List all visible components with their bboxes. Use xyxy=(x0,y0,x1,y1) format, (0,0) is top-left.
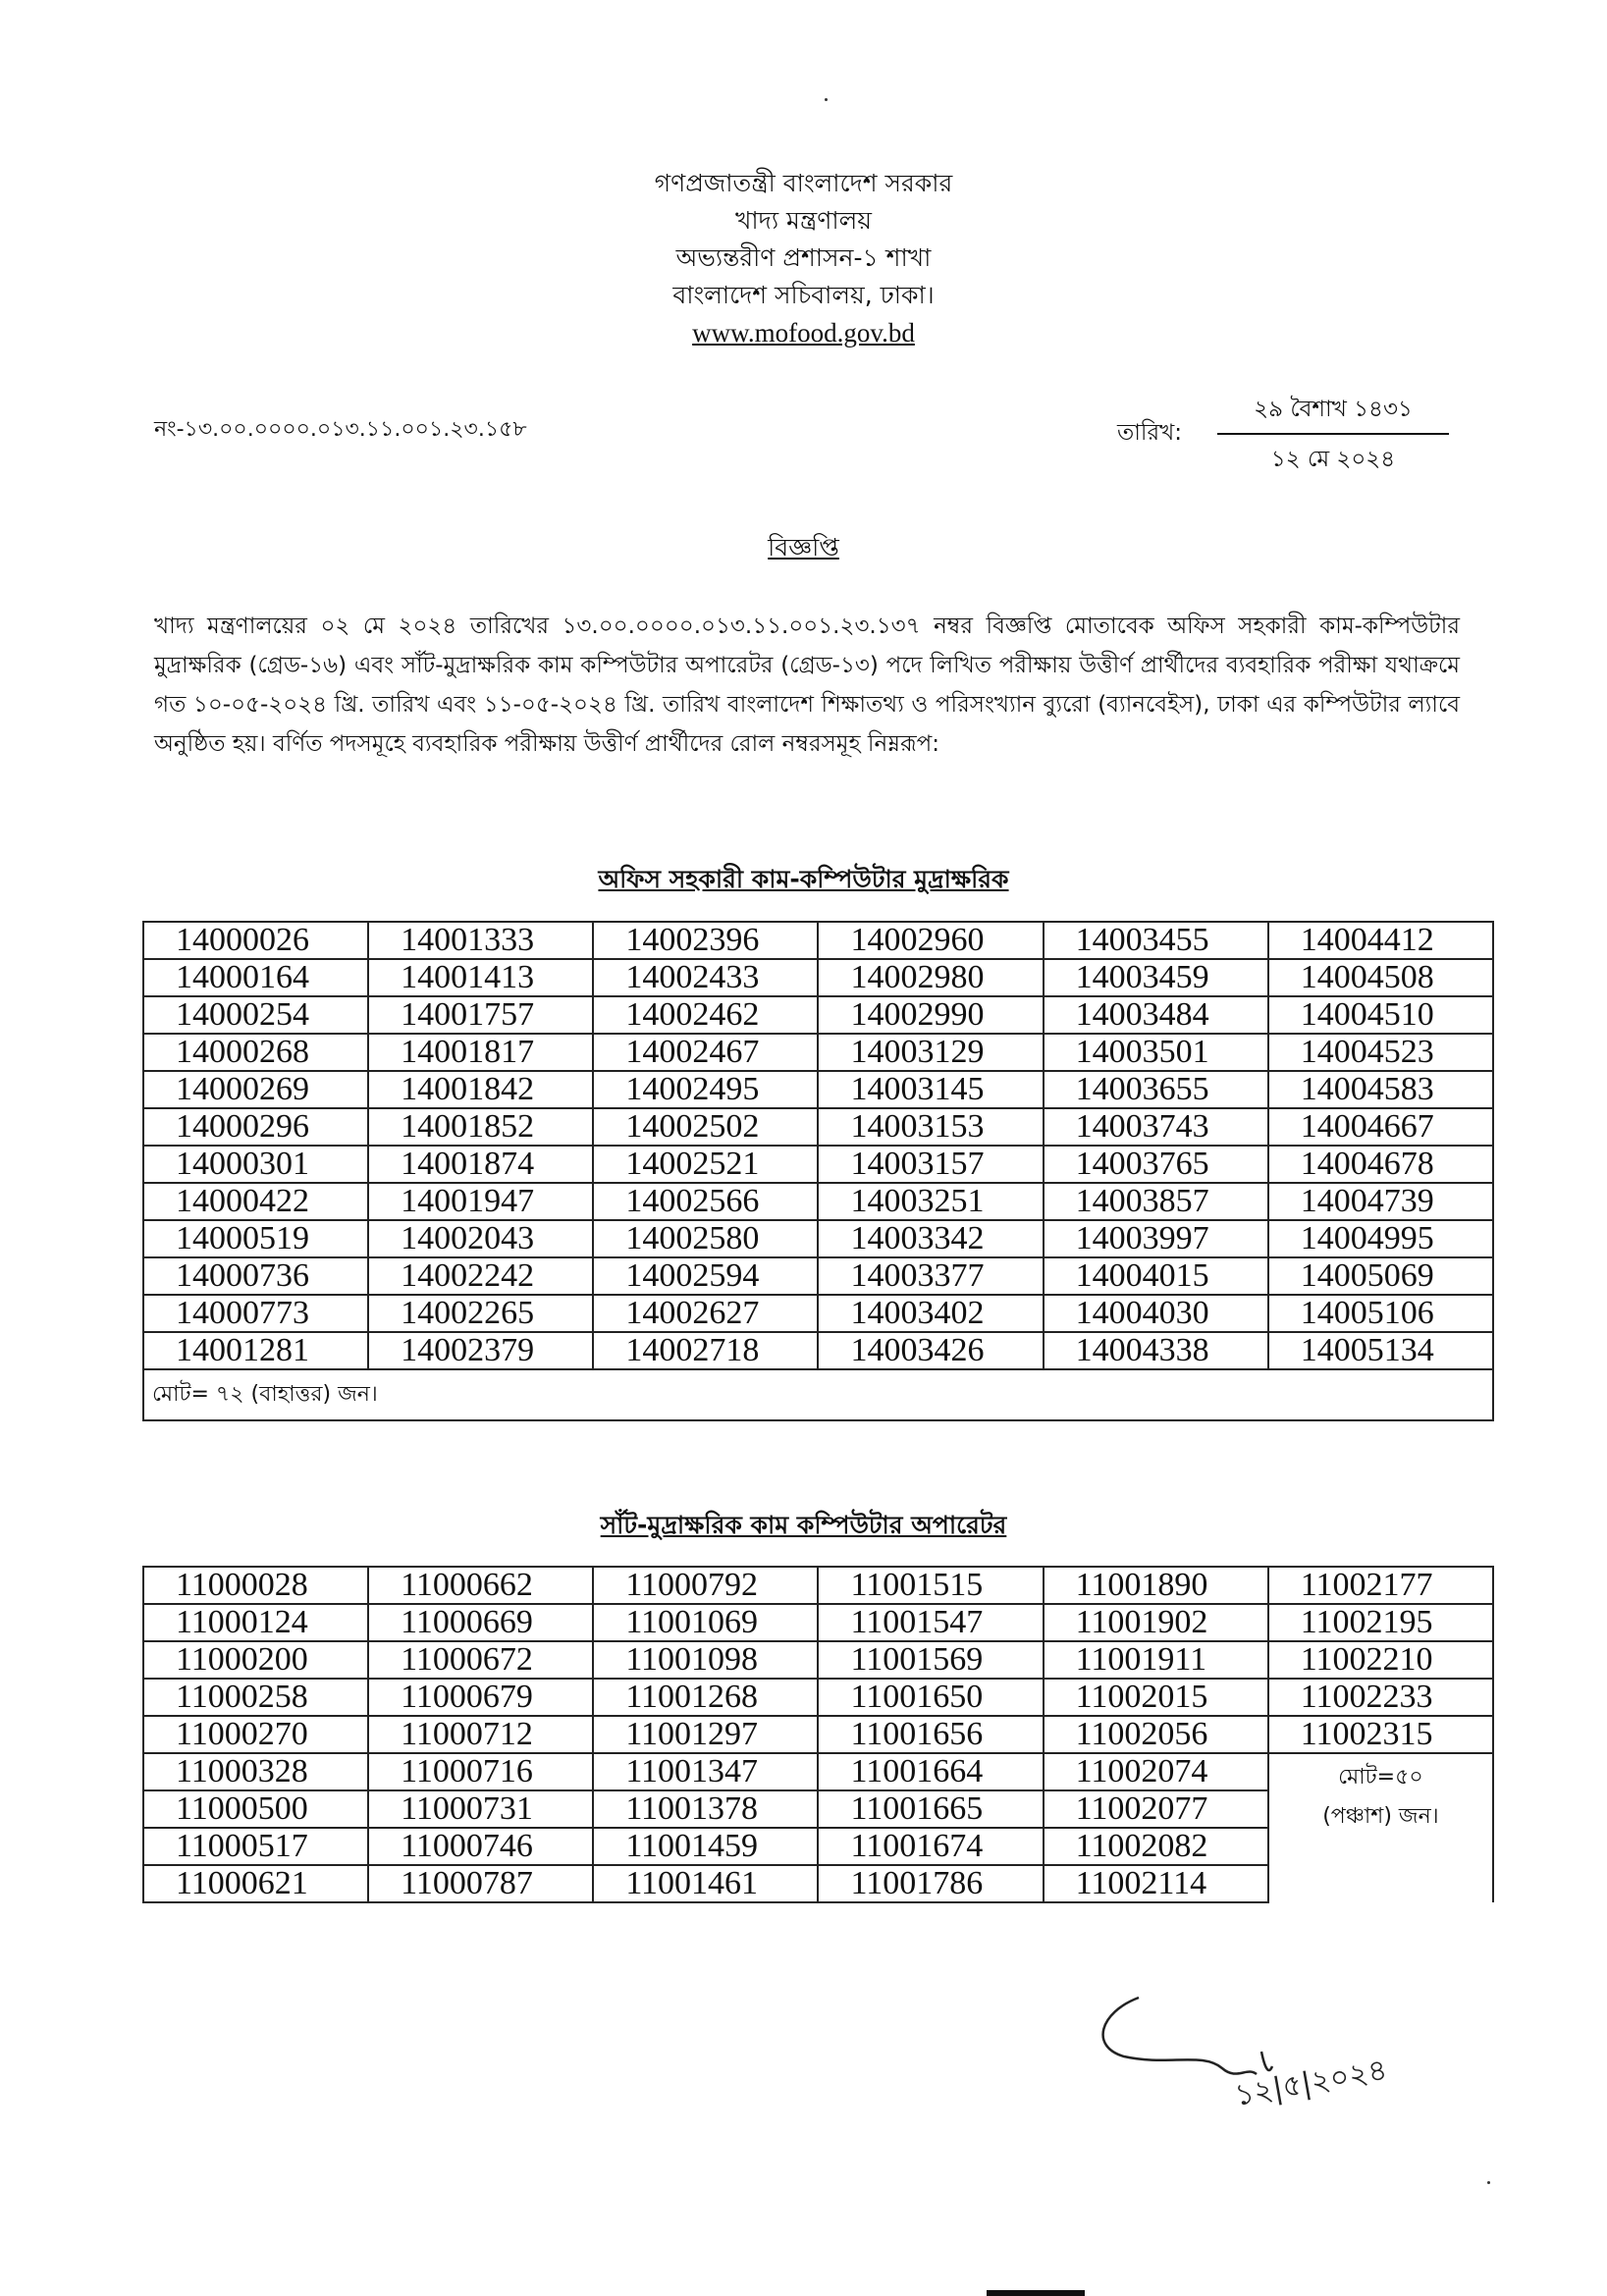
section1-heading xyxy=(0,860,1607,902)
government-name: গণপ্রজাতন্ত্রী বাংলাদেশ সরকার xyxy=(654,169,953,197)
roll-number-cell: 14003145 xyxy=(818,1071,1043,1108)
roll-number-cell: 11001911 xyxy=(1044,1641,1268,1679)
roll-number-cell: 14004030 xyxy=(1044,1295,1268,1332)
roll-number-cell: 14000296 xyxy=(143,1108,368,1146)
table-row xyxy=(143,1332,1493,1369)
table-row xyxy=(143,1146,1493,1183)
roll-number-cell: 11001461 xyxy=(593,1865,818,1902)
roll-number-cell: 11002015 xyxy=(1044,1679,1268,1716)
roll-number-cell: 14003459 xyxy=(1044,959,1268,996)
notice-heading xyxy=(0,528,1607,570)
roll-number-cell: 14001842 xyxy=(368,1071,593,1108)
roll-number-cell: 14002495 xyxy=(593,1071,818,1108)
roll-number-cell: 14000026 xyxy=(143,922,368,959)
roll-number-cell: 14003251 xyxy=(818,1183,1043,1220)
office-address: বাংলাদেশ সচিবালয়, ঢাকা। xyxy=(672,281,935,309)
roll-number-cell: 14002980 xyxy=(818,959,1043,996)
roll-number-cell: 11002233 xyxy=(1268,1679,1493,1716)
roll-number-cell: 14001947 xyxy=(368,1183,593,1220)
roll-number-cell: 14003501 xyxy=(1044,1034,1268,1071)
scan-speck xyxy=(825,98,828,101)
roll-number-cell: 14002627 xyxy=(593,1295,818,1332)
roll-number-cell: 11000328 xyxy=(143,1753,368,1790)
signature-stroke xyxy=(1103,1998,1272,2074)
roll-number-cell: 14002718 xyxy=(593,1332,818,1369)
roll-number-cell: 14002566 xyxy=(593,1183,818,1220)
table-row xyxy=(143,1034,1493,1071)
roll-number-cell: 11001569 xyxy=(818,1641,1043,1679)
roll-number-cell: 11001515 xyxy=(818,1567,1043,1604)
roll-number-cell: 11000200 xyxy=(143,1641,368,1679)
table-row xyxy=(143,959,1493,996)
total-count-line2: (পঞ্চাশ) জন। xyxy=(1322,1804,1439,1829)
roll-number-cell: 14004678 xyxy=(1268,1146,1493,1183)
roll-number-cell: 14000519 xyxy=(143,1220,368,1257)
roll-number-cell: 14003997 xyxy=(1044,1220,1268,1257)
roll-number-cell: 14003765 xyxy=(1044,1146,1268,1183)
roll-number-cell: 14001817 xyxy=(368,1034,593,1071)
total-count: মোট= ৭২ (বাহাত্তর) জন। xyxy=(143,1369,1493,1420)
roll-number-cell: 11000716 xyxy=(368,1753,593,1790)
section2-heading xyxy=(0,1506,1607,1548)
roll-number-cell: 14003455 xyxy=(1044,922,1268,959)
roll-number-cell: 11001665 xyxy=(818,1790,1043,1828)
roll-number-cell: 11002056 xyxy=(1044,1716,1268,1753)
roll-number-cell: 14003157 xyxy=(818,1146,1043,1183)
roll-number-cell: 11002082 xyxy=(1044,1828,1268,1865)
date-label: তারিখ: xyxy=(1117,420,1183,446)
roll-number-cell: 11000662 xyxy=(368,1567,593,1604)
table-row xyxy=(143,996,1493,1034)
roll-number-cell: 14004583 xyxy=(1268,1071,1493,1108)
signature-date: ১২|৫|২০২৪ xyxy=(1232,2053,1390,2113)
roll-number-cell: 14002265 xyxy=(368,1295,593,1332)
roll-number-cell: 11001547 xyxy=(818,1604,1043,1641)
roll-number-cell: 11002195 xyxy=(1268,1604,1493,1641)
roll-number-cell: 14001874 xyxy=(368,1146,593,1183)
roll-number-cell: 14000736 xyxy=(143,1257,368,1295)
roll-number-cell: 14003129 xyxy=(818,1034,1043,1071)
roll-number-cell: 14001413 xyxy=(368,959,593,996)
roll-number-cell: 11001890 xyxy=(1044,1567,1268,1604)
roll-number-cell: 14002594 xyxy=(593,1257,818,1295)
roll-number-cell: 11002315 xyxy=(1268,1716,1493,1753)
section1-title: অফিস সহকারী কাম-কম্পিউটার মুদ্রাক্ষরিক xyxy=(598,865,1009,893)
memo-number: নং-১৩.০০.০০০০.০১৩.১১.০০১.২৩.১৫৮ xyxy=(154,417,527,442)
roll-number-cell: 11000124 xyxy=(143,1604,368,1641)
table-row xyxy=(143,1295,1493,1332)
total-count-line1: মোট=৫০ xyxy=(1338,1765,1423,1789)
roll-number-cell: 14001852 xyxy=(368,1108,593,1146)
roll-number-cell: 14000773 xyxy=(143,1295,368,1332)
table-row xyxy=(143,922,1493,959)
notice-title: বিজ্ঞপ্তি xyxy=(768,533,839,561)
roll-number-cell: 11000746 xyxy=(368,1828,593,1865)
roll-number-cell: 14002043 xyxy=(368,1220,593,1257)
roll-number-cell: 11000787 xyxy=(368,1865,593,1902)
roll-number-cell: 11000792 xyxy=(593,1567,818,1604)
roll-number-cell: 11000712 xyxy=(368,1716,593,1753)
roll-number-cell: 14001281 xyxy=(143,1332,368,1369)
roll-number-cell: 14003484 xyxy=(1044,996,1268,1034)
roll-number-cell: 11001459 xyxy=(593,1828,818,1865)
roll-number-cell: 14000254 xyxy=(143,996,368,1034)
roll-number-cell: 14003857 xyxy=(1044,1183,1268,1220)
table-row xyxy=(143,1567,1493,1604)
scan-artifact-bar xyxy=(987,2290,1085,2296)
roll-number-cell: 11000621 xyxy=(143,1865,368,1902)
roll-number-cell: 11000669 xyxy=(368,1604,593,1641)
table-row xyxy=(143,1183,1493,1220)
roll-number-cell: 14001333 xyxy=(368,922,593,959)
total-row xyxy=(143,1369,1493,1420)
table-row xyxy=(143,1753,1493,1790)
roll-number-cell: 14004015 xyxy=(1044,1257,1268,1295)
roll-number-cell: 11000258 xyxy=(143,1679,368,1716)
roll-number-cell: 11000679 xyxy=(368,1679,593,1716)
roll-number-cell: 14002242 xyxy=(368,1257,593,1295)
roll-number-cell: 14000301 xyxy=(143,1146,368,1183)
roll-number-cell: 11001268 xyxy=(593,1679,818,1716)
notice-body: খাদ্য মন্ত্রণালয়ের ০২ মে ২০২৪ তারিখের ১৩.০০.০০০০.০১৩.১১.০০১.২৩.১৩৭ নম্বর বিজ্ঞপ্তি মোতাবেক অফিস সহকারী কাম-কম্পিউটার মুদ্রাক্ষরিক (গ্রেড-১৬) এবং সাঁট-মুদ্রাক্ষরিক কাম কম্পিউটার অপারেটর (গ্রেড-১৩) পদে লিখিত পরীক্ষায় উত্তীর্ণ প্রার্থীদের ব্যবহারিক পরীক্ষা যথাক্রমে গত ১০-০৫-২০২৪ খ্রি. তারিখ এবং ১১-০৫-২০২৪ খ্রি. তারিখ বাংলাদেশ শিক্ষাতথ্য ও পরিসংখ্যান ব্যুরো (ব্যানবেইস), ঢাকা এর কম্পিউটার ল্যাবে অনুষ্ঠিত হয়। বর্ণিত পদসমূহে ব্যবহারিক পরীক্ষায় উত্তীর্ণ প্রার্থীদের রোল নম্বরসমূহ নিম্নরূপ: xyxy=(154,614,1460,757)
roll-number-cell: 14004508 xyxy=(1268,959,1493,996)
roll-number-cell: 14005134 xyxy=(1268,1332,1493,1369)
roll-number-cell: 14004667 xyxy=(1268,1108,1493,1146)
roll-number-cell: 14005069 xyxy=(1268,1257,1493,1295)
website-link[interactable]: www.mofood.gov.bd xyxy=(692,318,915,347)
signature xyxy=(1090,1958,1443,2155)
roll-number-cell: 11002210 xyxy=(1268,1641,1493,1679)
roll-number-cell: 14001757 xyxy=(368,996,593,1034)
roll-number-cell: 11002177 xyxy=(1268,1567,1493,1604)
letterhead xyxy=(0,165,1607,351)
roll-number-cell: 11000517 xyxy=(143,1828,368,1865)
section2-roll-table xyxy=(142,1566,1494,1903)
roll-number-cell: 14002396 xyxy=(593,922,818,959)
section1-roll-table xyxy=(142,921,1494,1421)
table-row xyxy=(143,1220,1493,1257)
roll-number-cell: 14003426 xyxy=(818,1332,1043,1369)
roll-number-cell: 14000422 xyxy=(143,1183,368,1220)
roll-number-cell: 14003342 xyxy=(818,1220,1043,1257)
roll-number-cell: 11001674 xyxy=(818,1828,1043,1865)
table-row xyxy=(143,1679,1493,1716)
table-row xyxy=(143,1257,1493,1295)
table-row xyxy=(143,1641,1493,1679)
roll-number-cell: 14004338 xyxy=(1044,1332,1268,1369)
roll-number-cell: 14002462 xyxy=(593,996,818,1034)
roll-number-cell: 11001069 xyxy=(593,1604,818,1641)
roll-number-cell: 14002467 xyxy=(593,1034,818,1071)
roll-number-cell: 14002379 xyxy=(368,1332,593,1369)
table-row xyxy=(143,1071,1493,1108)
roll-number-cell: 14004995 xyxy=(1268,1220,1493,1257)
roll-number-cell: 14004412 xyxy=(1268,922,1493,959)
roll-number-cell: 11001902 xyxy=(1044,1604,1268,1641)
roll-number-cell: 11001650 xyxy=(818,1679,1043,1716)
ministry-name: খাদ্য মন্ত্রণালয় xyxy=(735,206,872,235)
roll-number-cell: 11001378 xyxy=(593,1790,818,1828)
roll-number-cell: 14002580 xyxy=(593,1220,818,1257)
roll-number-cell: 14004523 xyxy=(1268,1034,1493,1071)
roll-number-cell: 14002990 xyxy=(818,996,1043,1034)
branch-name: অভ্যন্তরীণ প্রশাসন-১ শাখা xyxy=(675,243,932,272)
roll-number-cell: 14003743 xyxy=(1044,1108,1268,1146)
roll-number-cell: 11002077 xyxy=(1044,1790,1268,1828)
roll-number-cell: 14002521 xyxy=(593,1146,818,1183)
roll-number-cell: 14003377 xyxy=(818,1257,1043,1295)
roll-number-cell: 14005106 xyxy=(1268,1295,1493,1332)
roll-number-cell: 14002502 xyxy=(593,1108,818,1146)
roll-number-cell: 11001656 xyxy=(818,1716,1043,1753)
roll-number-cell: 14000164 xyxy=(143,959,368,996)
roll-number-cell: 11001297 xyxy=(593,1716,818,1753)
roll-number-cell: 14004739 xyxy=(1268,1183,1493,1220)
scan-speck xyxy=(1487,2181,1490,2184)
roll-number-cell: 11000270 xyxy=(143,1716,368,1753)
total-count-cell xyxy=(1268,1753,1493,1902)
roll-number-cell: 14002960 xyxy=(818,922,1043,959)
roll-number-cell: 14003402 xyxy=(818,1295,1043,1332)
roll-number-cell: 11000731 xyxy=(368,1790,593,1828)
roll-number-cell: 11001347 xyxy=(593,1753,818,1790)
roll-number-cell: 14002433 xyxy=(593,959,818,996)
roll-number-cell: 11002074 xyxy=(1044,1753,1268,1790)
roll-number-cell: 11002114 xyxy=(1044,1865,1268,1902)
roll-number-cell: 11000028 xyxy=(143,1567,368,1604)
roll-number-cell: 14003655 xyxy=(1044,1071,1268,1108)
section2-title: সাঁট-মুদ্রাক্ষরিক কাম কম্পিউটার অপারেটর xyxy=(600,1511,1007,1539)
table-row xyxy=(143,1604,1493,1641)
roll-number-cell: 14000268 xyxy=(143,1034,368,1071)
roll-number-cell: 14000269 xyxy=(143,1071,368,1108)
table-row xyxy=(143,1716,1493,1753)
table-row xyxy=(143,1108,1493,1146)
roll-number-cell: 11001786 xyxy=(818,1865,1043,1902)
date-block xyxy=(1117,391,1451,472)
roll-number-cell: 11000500 xyxy=(143,1790,368,1828)
roll-number-cell: 11000672 xyxy=(368,1641,593,1679)
date-bangla: ২৯ বৈশাখ ১৪৩১ xyxy=(1217,391,1449,435)
date-lines xyxy=(1217,391,1449,479)
roll-number-cell: 11001098 xyxy=(593,1641,818,1679)
roll-number-cell: 11001664 xyxy=(818,1753,1043,1790)
roll-number-cell: 14004510 xyxy=(1268,996,1493,1034)
roll-number-cell: 14003153 xyxy=(818,1108,1043,1146)
date-english: ১২ মে ২০২৪ xyxy=(1270,447,1396,472)
